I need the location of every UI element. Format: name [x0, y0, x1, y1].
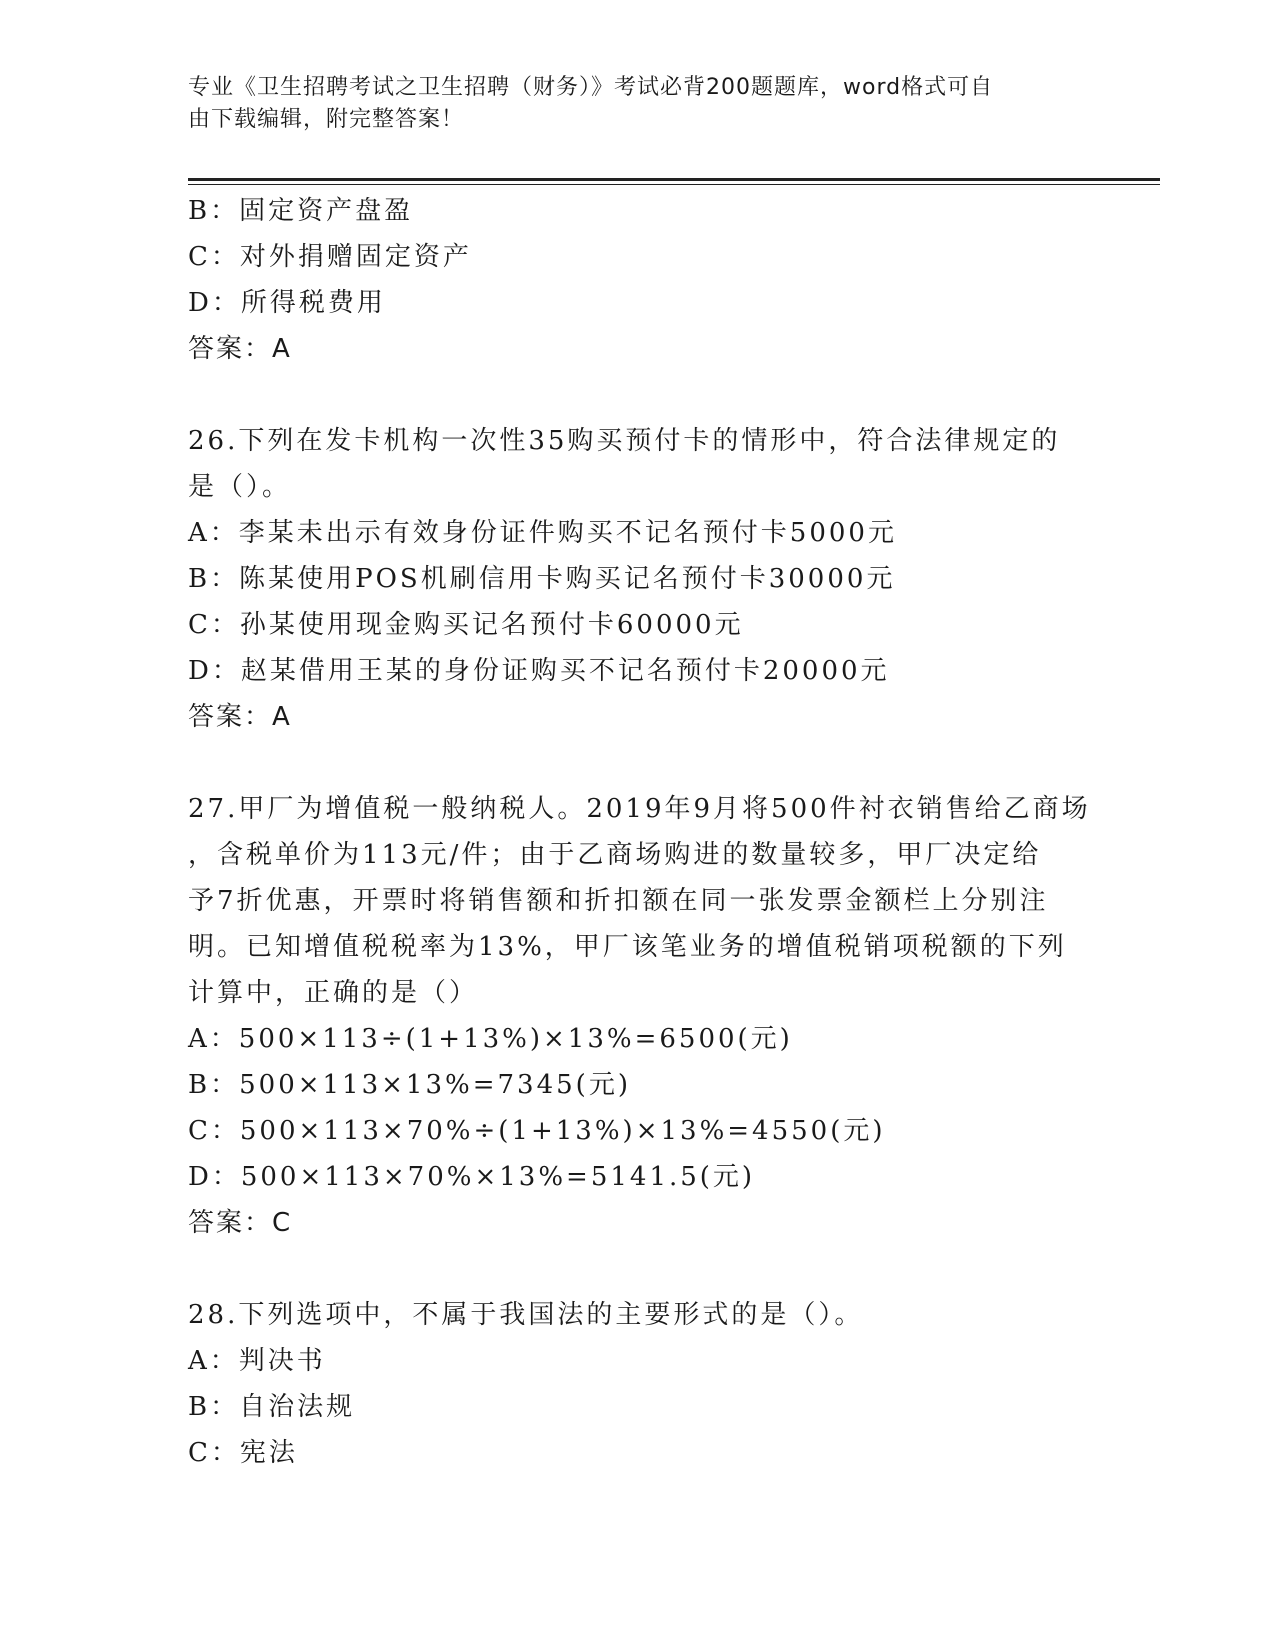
- question-stem: 26.下列在发卡机构一次性35购买预付卡的情形中，符合法律规定的: [188, 426, 1061, 456]
- option-d: D：赵某借用王某的身份证购买不记名预付卡20000元: [188, 656, 890, 686]
- answer-label: 答案：A: [188, 702, 292, 732]
- question-25-tail: [188, 188, 1108, 372]
- header-divider-thin: [188, 184, 1160, 185]
- question-content: [188, 188, 1108, 1476]
- question-stem: 计算中，正确的是（）: [188, 978, 479, 1008]
- document-header: [188, 72, 1068, 136]
- option-c: C：孙某使用现金购买记名预付卡60000元: [188, 610, 744, 640]
- answer-label: 答案：C: [188, 1208, 293, 1238]
- question-26: [188, 418, 1108, 740]
- spacer: [188, 372, 1108, 418]
- option-b: B：自治法规: [188, 1392, 356, 1422]
- option-d: D：所得税费用: [188, 288, 386, 318]
- spacer: [188, 1246, 1108, 1292]
- question-stem: 予7折优惠，开票时将销售额和折扣额在同一张发票金额栏上分别注: [188, 886, 1049, 916]
- question-stem: 27.甲厂为增值税一般纳税人。2019年9月将500件衬衣销售给乙商场: [188, 794, 1091, 824]
- header-line-2: 由下载编辑，附完整答案！: [188, 107, 465, 132]
- question-28: [188, 1292, 1108, 1476]
- option-a: A：500×113÷(1+13%)×13%=6500(元): [188, 1024, 793, 1054]
- option-a: A：判决书: [188, 1346, 326, 1376]
- question-27: [188, 786, 1108, 1246]
- option-b: B：500×113×13%=7345(元): [188, 1070, 631, 1100]
- option-c: C：宪法: [188, 1438, 298, 1468]
- option-a: A：李某未出示有效身份证件购买不记名预付卡5000元: [188, 518, 897, 548]
- question-stem: 28.下列选项中，不属于我国法的主要形式的是（）。: [188, 1300, 864, 1330]
- option-b: B：陈某使用POS机刷信用卡购买记名预付卡30000元: [188, 564, 896, 594]
- header-divider-thick: [188, 178, 1160, 181]
- answer-label: 答案：A: [188, 334, 292, 364]
- option-d: D：500×113×70%×13%=5141.5(元): [188, 1162, 756, 1192]
- option-c: C：500×113×70%÷(1+13%)×13%=4550(元): [188, 1116, 886, 1146]
- spacer: [188, 740, 1108, 786]
- header-line-1: 专业《卫生招聘考试之卫生招聘（财务）》考试必背200题题库，word格式可自: [188, 75, 994, 100]
- question-stem: 明。已知增值税税率为13%，甲厂该笔业务的增值税销项税额的下列: [188, 932, 1067, 962]
- question-stem: ，含税单价为113元/件；由于乙商场购进的数量较多，甲厂决定给: [188, 840, 1042, 870]
- option-c: C：对外捐赠固定资产: [188, 242, 472, 272]
- option-b: B：固定资产盘盈: [188, 196, 414, 226]
- question-stem: 是（）。: [188, 472, 292, 502]
